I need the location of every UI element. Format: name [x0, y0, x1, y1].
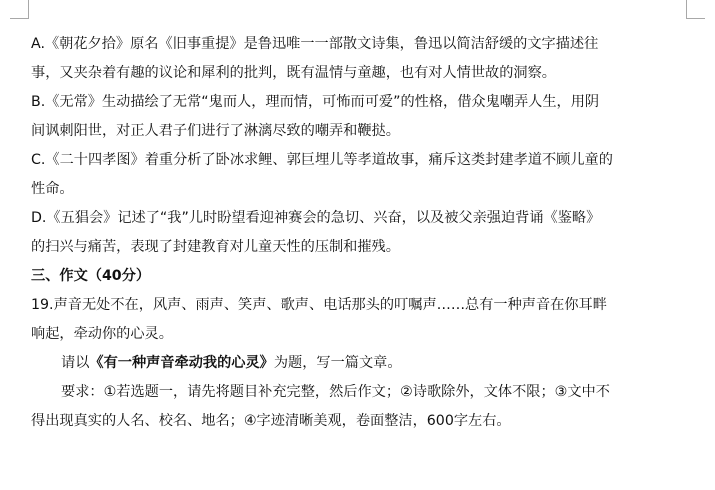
prompt-prefix: 请以	[61, 355, 90, 371]
section-heading-text: 三、作文（40分）	[31, 268, 151, 284]
section-heading	[31, 262, 691, 291]
option-a	[31, 30, 691, 88]
option-c-line-2: 性命。	[31, 181, 74, 197]
prompt-suffix: 为题，写一篇文章。	[273, 355, 402, 371]
writing-prompt-line	[61, 349, 691, 378]
option-d	[31, 204, 691, 262]
requirements-line-2: 得出现真实的人名、校名、地名；④字迹清晰美观，卷面整洁，600字左右。	[31, 413, 511, 429]
requirements-line-1: 要求：①若选题一，请先将题目补充完整，然后作文；②诗歌除外，文体不限；③文中不	[61, 384, 610, 400]
writing-prompt	[31, 349, 691, 378]
option-c	[31, 146, 691, 204]
question-line-2: 响起，牵动你的心灵。	[31, 326, 173, 342]
question-19	[31, 291, 691, 349]
option-a-line-1: A.《朝花夕拾》原名《旧事重提》是鲁迅唯一一部散文诗集，鲁迅以简洁舒缓的文字描述往	[31, 36, 599, 52]
option-d-line-1: D.《五猖会》记述了“我”儿时盼望看迎神赛会的急切、兴奋，以及被父亲强迫背诵《鉴略》	[31, 210, 601, 226]
page-corner-mark-right	[686, 0, 705, 19]
question-line-1: 19.声音无处不在，风声、雨声、笑声、歌声、电话那头的叮嘱声……总有一种声音在你耳畔	[31, 297, 607, 313]
option-b	[31, 88, 691, 146]
prompt-title: 《有一种声音牵动我的心灵》	[89, 355, 274, 371]
document-body	[31, 30, 691, 436]
requirements	[31, 378, 691, 436]
option-b-line-2: 间讽刺阳世，对正人君子们进行了淋漓尽致的嘲弄和鞭挞。	[31, 123, 400, 139]
option-d-line-2: 的扫兴与痛苦，表现了封建教育对儿童天性的压制和摧残。	[31, 239, 400, 255]
page-corner-mark-left	[10, 0, 29, 19]
option-b-line-1: B.《无常》生动描绘了无常“鬼而人，理而情，可怖而可爱”的性格，借众鬼嘲弄人生，用阴	[31, 94, 600, 110]
option-c-line-1: C.《二十四孝图》着重分析了卧冰求鲤、郭巨埋儿等孝道故事，痛斥这类封建孝道不顾儿童的	[31, 152, 613, 168]
option-a-line-2: 事，又夹杂着有趣的议论和犀利的批判，既有温情与童趣，也有对人情世故的洞察。	[31, 65, 556, 81]
